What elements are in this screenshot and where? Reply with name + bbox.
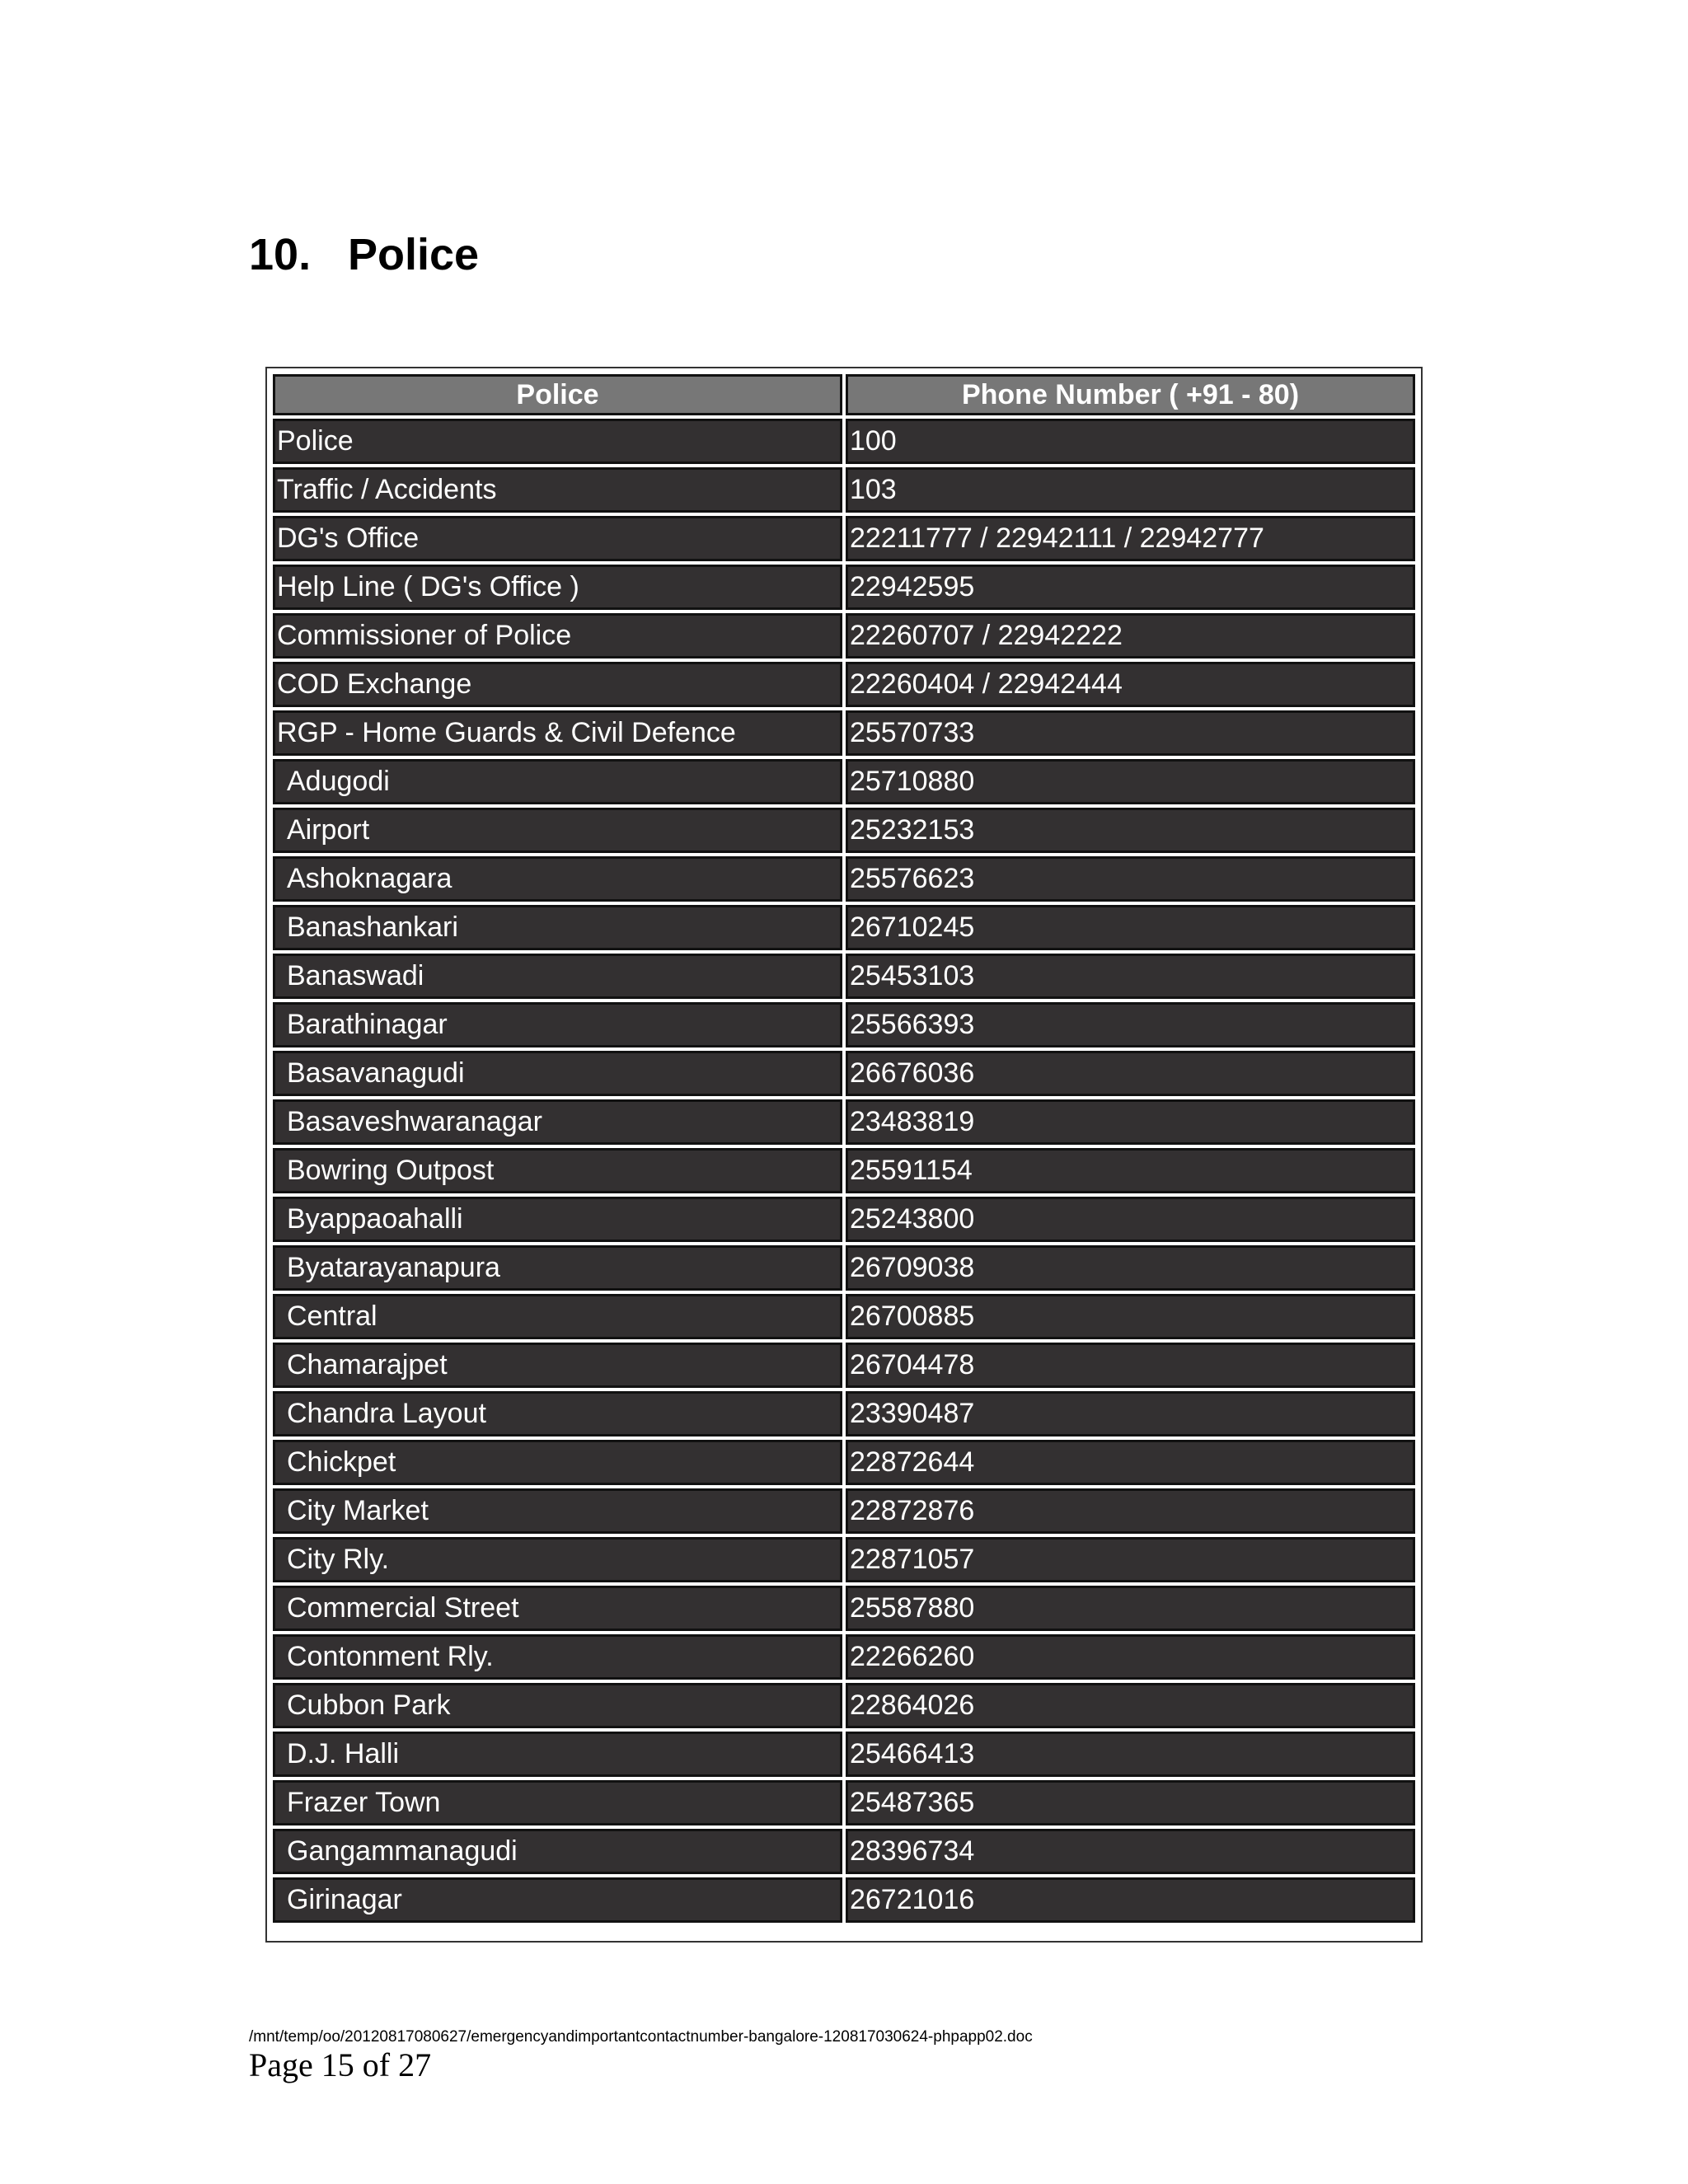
contact-name-cell: Commercial Street [273, 1586, 842, 1631]
phone-number-cell: 25232153 [846, 808, 1415, 853]
phone-number-cell: 25453103 [846, 954, 1415, 999]
contact-name-cell: D.J. Halli [273, 1732, 842, 1777]
contact-name-cell: Airport [273, 808, 842, 853]
table-row [273, 467, 1415, 513]
table-row [273, 1148, 1415, 1193]
table-row [273, 954, 1415, 999]
police-contacts-table [270, 371, 1418, 1926]
table-row [273, 1343, 1415, 1388]
phone-number-cell: 25466413 [846, 1732, 1415, 1777]
phone-number-cell: 25587880 [846, 1586, 1415, 1631]
contact-name-cell: Commissioner of Police [273, 613, 842, 658]
contact-name-cell: Banashankari [273, 905, 842, 950]
table-row [273, 710, 1415, 756]
table-row [273, 1537, 1415, 1582]
phone-number-cell: 103 [846, 467, 1415, 513]
table-row [273, 1586, 1415, 1631]
phone-number-cell: 22260707 / 22942222 [846, 613, 1415, 658]
table-row [273, 1197, 1415, 1242]
table-row [273, 808, 1415, 853]
contact-name-cell: DG's Office [273, 516, 842, 561]
contact-name-cell: Basavanagudi [273, 1051, 842, 1096]
contact-name-cell: Help Line ( DG's Office ) [273, 565, 842, 610]
phone-number-cell: 25710880 [846, 759, 1415, 804]
phone-number-cell: 22872876 [846, 1488, 1415, 1534]
table-row [273, 516, 1415, 561]
contact-name-cell: COD Exchange [273, 662, 842, 707]
contact-name-cell: Chickpet [273, 1440, 842, 1485]
table-row [273, 662, 1415, 707]
phone-number-cell: 25487365 [846, 1780, 1415, 1825]
table-row [273, 613, 1415, 658]
contact-name-cell: Chandra Layout [273, 1391, 842, 1436]
phone-number-cell: 26710245 [846, 905, 1415, 950]
phone-number-cell: 22211777 / 22942111 / 22942777 [846, 516, 1415, 561]
phone-number-cell: 22260404 / 22942444 [846, 662, 1415, 707]
table-row [273, 1245, 1415, 1291]
table-row [273, 905, 1415, 950]
phone-number-cell: 25566393 [846, 1002, 1415, 1047]
table-row [273, 856, 1415, 902]
table-header-row [273, 374, 1415, 415]
phone-number-cell: 100 [846, 419, 1415, 464]
table-body [273, 419, 1415, 1923]
contact-name-cell: Gangammanagudi [273, 1829, 842, 1874]
contact-name-cell: Bowring Outpost [273, 1148, 842, 1193]
phone-number-cell: 25576623 [846, 856, 1415, 902]
table-row [273, 1877, 1415, 1923]
contact-name-cell: Girinagar [273, 1877, 842, 1923]
contact-name-cell: Byappaoahalli [273, 1197, 842, 1242]
contact-name-cell: Basaveshwaranagar [273, 1099, 842, 1145]
table-row [273, 1683, 1415, 1728]
phone-number-cell: 26721016 [846, 1877, 1415, 1923]
contact-name-cell: Frazer Town [273, 1780, 842, 1825]
table-row [273, 1634, 1415, 1680]
contact-name-cell: Traffic / Accidents [273, 467, 842, 513]
table-row [273, 1099, 1415, 1145]
contact-name-cell: Byatarayanapura [273, 1245, 842, 1291]
column-header-phone: Phone Number ( +91 - 80) [846, 374, 1415, 415]
police-contacts-table-frame [265, 367, 1423, 1943]
phone-number-cell: 26676036 [846, 1051, 1415, 1096]
phone-number-cell: 22872644 [846, 1440, 1415, 1485]
phone-number-cell: 25570733 [846, 710, 1415, 756]
table-row [273, 1488, 1415, 1534]
table-row [273, 1391, 1415, 1436]
section-heading [249, 229, 479, 280]
contact-name-cell: City Market [273, 1488, 842, 1534]
phone-number-cell: 26704478 [846, 1343, 1415, 1388]
contact-name-cell: Banaswadi [273, 954, 842, 999]
phone-number-cell: 22871057 [846, 1537, 1415, 1582]
contact-name-cell: Adugodi [273, 759, 842, 804]
contact-name-cell: City Rly. [273, 1537, 842, 1582]
table-row [273, 1440, 1415, 1485]
section-title: Police [348, 230, 480, 279]
footer-file-path: /mnt/temp/oo/20120817080627/emergencyandimportantcontactnumber-bangalore-120817030624-phpapp02.doc [249, 2028, 1033, 2046]
footer-page-number: Page 15 of 27 [249, 2046, 432, 2083]
phone-number-cell: 25591154 [846, 1148, 1415, 1193]
phone-number-cell: 23483819 [846, 1099, 1415, 1145]
phone-number-cell: 23390487 [846, 1391, 1415, 1436]
table-row [273, 565, 1415, 610]
contact-name-cell: Central [273, 1294, 842, 1339]
phone-number-cell: 26700885 [846, 1294, 1415, 1339]
phone-number-cell: 28396734 [846, 1829, 1415, 1874]
contact-name-cell: Contonment Rly. [273, 1634, 842, 1680]
table-row [273, 1732, 1415, 1777]
contact-name-cell: Cubbon Park [273, 1683, 842, 1728]
table-row [273, 1829, 1415, 1874]
table-row [273, 1002, 1415, 1047]
table-row [273, 419, 1415, 464]
contact-name-cell: Police [273, 419, 842, 464]
table-row [273, 1294, 1415, 1339]
phone-number-cell: 26709038 [846, 1245, 1415, 1291]
phone-number-cell: 22942595 [846, 565, 1415, 610]
contact-name-cell: RGP - Home Guards & Civil Defence [273, 710, 842, 756]
phone-number-cell: 22864026 [846, 1683, 1415, 1728]
contact-name-cell: Chamarajpet [273, 1343, 842, 1388]
table-row [273, 1780, 1415, 1825]
column-header-police: Police [273, 374, 842, 415]
table-row [273, 759, 1415, 804]
phone-number-cell: 25243800 [846, 1197, 1415, 1242]
contact-name-cell: Ashoknagara [273, 856, 842, 902]
phone-number-cell: 22266260 [846, 1634, 1415, 1680]
table-row [273, 1051, 1415, 1096]
contact-name-cell: Barathinagar [273, 1002, 842, 1047]
section-number: 10. [249, 230, 312, 279]
